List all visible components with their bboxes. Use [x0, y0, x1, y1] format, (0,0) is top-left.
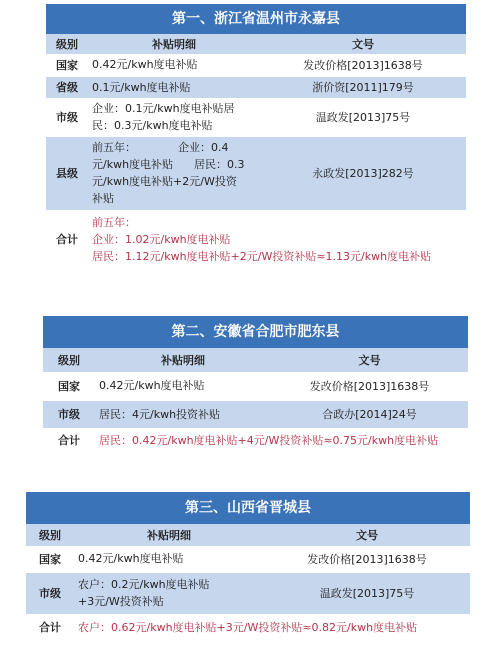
section-3-table: [26, 524, 470, 640]
table-row: [46, 136, 466, 210]
row-level: 市级: [26, 572, 74, 614]
row-level: 国家: [26, 546, 74, 572]
section-1: [46, 4, 466, 268]
total-level: 合计: [58, 434, 80, 448]
row-level: 国家: [46, 54, 88, 76]
header-doc: 文号: [352, 38, 374, 51]
header-level: 级别: [39, 529, 61, 542]
row-doc: 温政发[2013]75号: [260, 98, 466, 136]
row-doc: 发改价格[2013]1638号: [264, 546, 470, 572]
row-doc: 永政发[2013]282号: [260, 136, 466, 210]
row-detail: 居民：4元/kwh投资补贴: [95, 400, 271, 428]
total-level: 合计: [56, 233, 78, 247]
header-detail: 补贴明细: [147, 529, 191, 542]
table-row: [46, 54, 466, 76]
table-header-row: [43, 348, 468, 372]
header-doc: 文号: [358, 354, 381, 367]
row-detail: 0.42元/kwh度电补贴: [88, 54, 260, 76]
row-doc: 浙价资[2011]179号: [260, 76, 466, 98]
header-detail: 补贴明细: [161, 354, 205, 367]
section-2-table: [43, 348, 468, 452]
section-2-title: 第二、安徽省合肥市肥东县: [43, 316, 468, 348]
row-doc: 发改价格[2013]1638号: [260, 54, 466, 76]
row-detail: 企业：0.1元/kwh度电补贴居 民：0.3元/kwh度电补贴: [88, 98, 260, 136]
table-row: [46, 76, 466, 98]
header-detail: 补贴明细: [152, 38, 196, 51]
header-level: 级别: [56, 38, 78, 51]
total-row: [26, 614, 470, 640]
row-detail: 0.42元/kwh度电补贴: [74, 546, 264, 572]
table-header-row: [26, 524, 470, 546]
section-3-title: 第三、山西省晋城县: [26, 492, 470, 524]
row-detail: 0.42元/kwh度电补贴: [95, 372, 271, 400]
row-level: 省级: [46, 76, 88, 98]
total-row: [46, 210, 466, 268]
table-row: [26, 572, 470, 614]
row-level: 市级: [43, 400, 95, 428]
total-level: 合计: [39, 621, 61, 635]
table-row: [43, 372, 468, 400]
row-detail: 0.1元/kwh度电补贴: [88, 76, 260, 98]
row-detail: 农户：0.2元/kwh度电补贴 +3元/W投资补贴: [74, 572, 264, 614]
total-row: [43, 428, 468, 452]
row-doc: 合政办[2014]24号: [271, 400, 468, 428]
section-3: [26, 492, 470, 640]
row-level: 国家: [43, 372, 95, 400]
row-level: 市级: [46, 98, 88, 136]
row-level: 县级: [46, 136, 88, 210]
section-1-title: 第一、浙江省温州市永嘉县: [46, 4, 466, 34]
table-row: [26, 546, 470, 572]
row-doc: 发改价格[2013]1638号: [271, 372, 468, 400]
section-2: [43, 316, 468, 452]
row-doc: 温政发[2013]75号: [264, 572, 470, 614]
total-detail: 农户：0.62元/kwh度电补贴+3元/W投资补贴≈0.82元/kwh度电补贴: [78, 620, 418, 634]
table-row: [43, 400, 468, 428]
header-level: 级别: [58, 354, 80, 367]
section-1-table: [46, 34, 466, 268]
table-row: [46, 98, 466, 136]
table-header-row: [46, 34, 466, 54]
header-doc: 文号: [356, 529, 378, 542]
total-detail: 居民：0.42元/kwh度电补贴+4元/W投资补贴≈0.75元/kwh度电补贴: [99, 433, 439, 447]
total-detail: 前五年： 企业：1.02元/kwh度电补贴 居民：1.12元/kwh度电补贴+2元/W投资补贴≈1.13元/kwh度电补贴: [92, 215, 432, 263]
row-detail: 前五年： 企业：0.4 元/kwh度电补贴 居民：0.3 元/kwh度电补贴+2元/W投资 补贴: [88, 136, 260, 210]
